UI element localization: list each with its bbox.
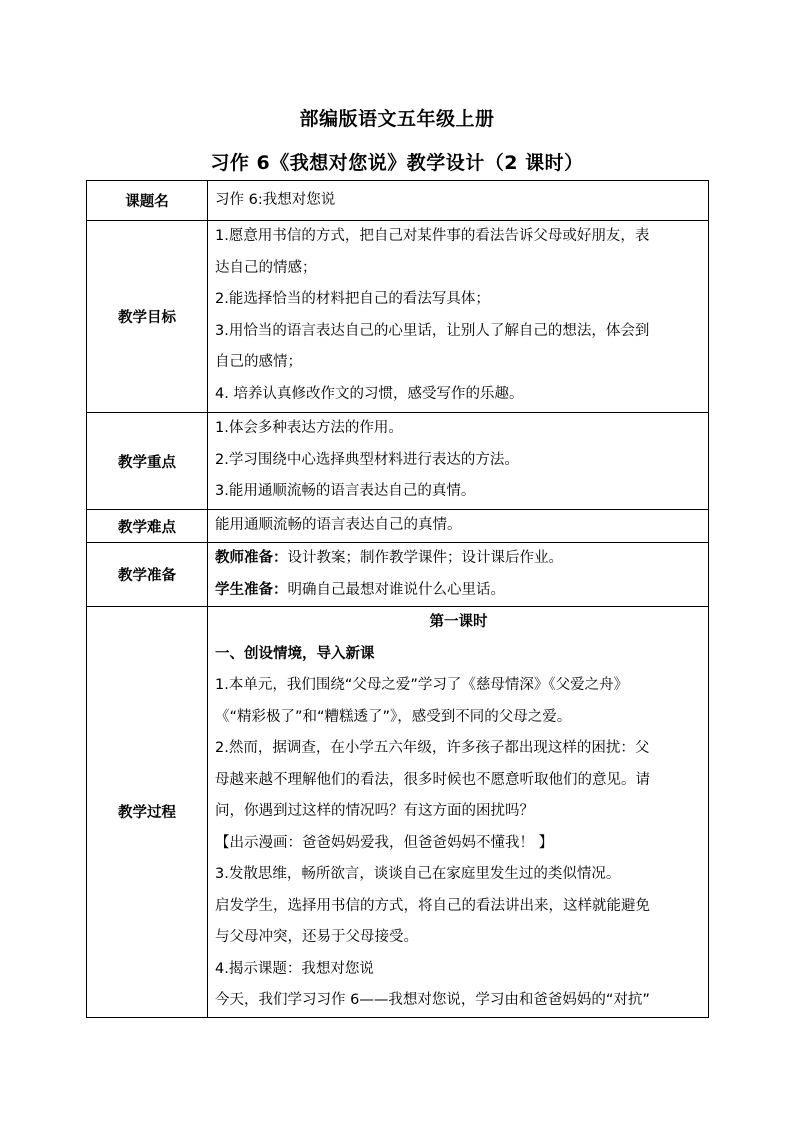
content-goals [208, 221, 709, 413]
content-difficult-points [208, 510, 709, 543]
label-topic: 课题名 [87, 181, 208, 221]
label-preparation: 教学准备 [87, 543, 208, 607]
topic-text: 习作 6:我想对您说 [215, 191, 336, 208]
goal-line: 自己的感情； [215, 354, 302, 370]
table-row-difficult-points [87, 510, 709, 543]
process-line: 【出示漫画：爸爸妈妈爱我，但爸爸妈妈不懂我！ 】 [215, 834, 554, 851]
process-line: 母越来越不理解他们的看法，很多时候也不愿意听取他们的意见。请 [215, 771, 650, 788]
process-line: 《“精彩极了”和“糟糕透了”》，感受到不同的父母之爱。 [215, 708, 572, 725]
lesson-heading: 第一课时 [429, 614, 488, 630]
student-prep-text: 明确自己最想对谁说什么心里话。 [287, 581, 505, 598]
table-row-topic [87, 181, 709, 221]
student-prep-label: 学生准备： [215, 581, 288, 598]
process-line: 3.发散思维，畅所欲言，谈谈自己在家庭里发生过的类似情况。 [215, 866, 621, 882]
lesson-plan-table [86, 180, 709, 1018]
content-topic [208, 181, 709, 221]
goal-line: 3.用恰当的语言表达自己的心里话，让别人了解自己的想法，体会到 [215, 322, 650, 339]
label-key-points: 教学重点 [87, 413, 208, 510]
table-row-process [87, 607, 709, 1018]
teacher-prep [215, 543, 702, 575]
teacher-prep-label: 教师准备： [215, 550, 288, 566]
content-key-points [208, 413, 709, 510]
document-subtitle: 习作 6《我想对您说》教学设计（2 课时） [210, 152, 584, 174]
process-line: 4.揭示课题：我想对您说 [215, 960, 374, 977]
content-process [208, 607, 709, 1018]
process-line: 2.然而，据调查，在小学五六年级，许多孩子都出现这样的困扰：父 [215, 740, 650, 756]
process-line: 今天，我们学习习作 6——我想对您说，学习由和爸爸妈妈的“对抗” [215, 992, 650, 1008]
key-point-line: 3.能用通顺流畅的语言表达自己的真情。 [215, 483, 476, 499]
goal-line: 4. 培养认真修改作文的习惯，感受写作的乐趣。 [215, 385, 524, 402]
table-row-preparation [87, 543, 709, 607]
table-row-goals [87, 221, 709, 413]
label-goals: 教学目标 [87, 221, 208, 413]
process-line: 问，你遇到过这样的情况吗？有这方面的困扰吗？ [215, 803, 534, 819]
goal-line: 2.能选择恰当的材料把自己的看法写具体； [215, 291, 490, 307]
label-difficult-points: 教学难点 [87, 510, 208, 543]
teacher-prep-text: 设计教案；制作教学课件；设计课后作业。 [287, 550, 563, 566]
table-row-key-points [87, 413, 709, 510]
section-heading: 一、创设情境，导入新课 [215, 645, 375, 662]
label-process: 教学过程 [87, 607, 208, 1018]
process-line: 启发学生，选择用书信的方式，将自己的看法讲出来，这样就能避免 [215, 897, 650, 914]
content-preparation [208, 543, 709, 607]
student-prep [215, 575, 702, 607]
document-title: 部编版语文五年级上册 [299, 108, 495, 130]
process-line: 1.本单元，我们围绕“父母之爱”学习了《慈母情深》《父爱之舟》 [215, 677, 629, 693]
difficult-text: 能用通顺流畅的语言表达自己的真情。 [215, 517, 462, 534]
key-point-line: 1.体会多种表达方法的作用。 [215, 420, 403, 436]
key-point-line: 2.学习围绕中心选择典型材料进行表达的方法。 [215, 451, 519, 468]
process-line: 与父母冲突，还易于父母接受。 [215, 929, 418, 945]
goal-line: 达自己的情感； [215, 259, 317, 276]
goal-line: 1.愿意用书信的方式，把自己对某件事的看法告诉父母或好朋友，表 [215, 228, 650, 244]
